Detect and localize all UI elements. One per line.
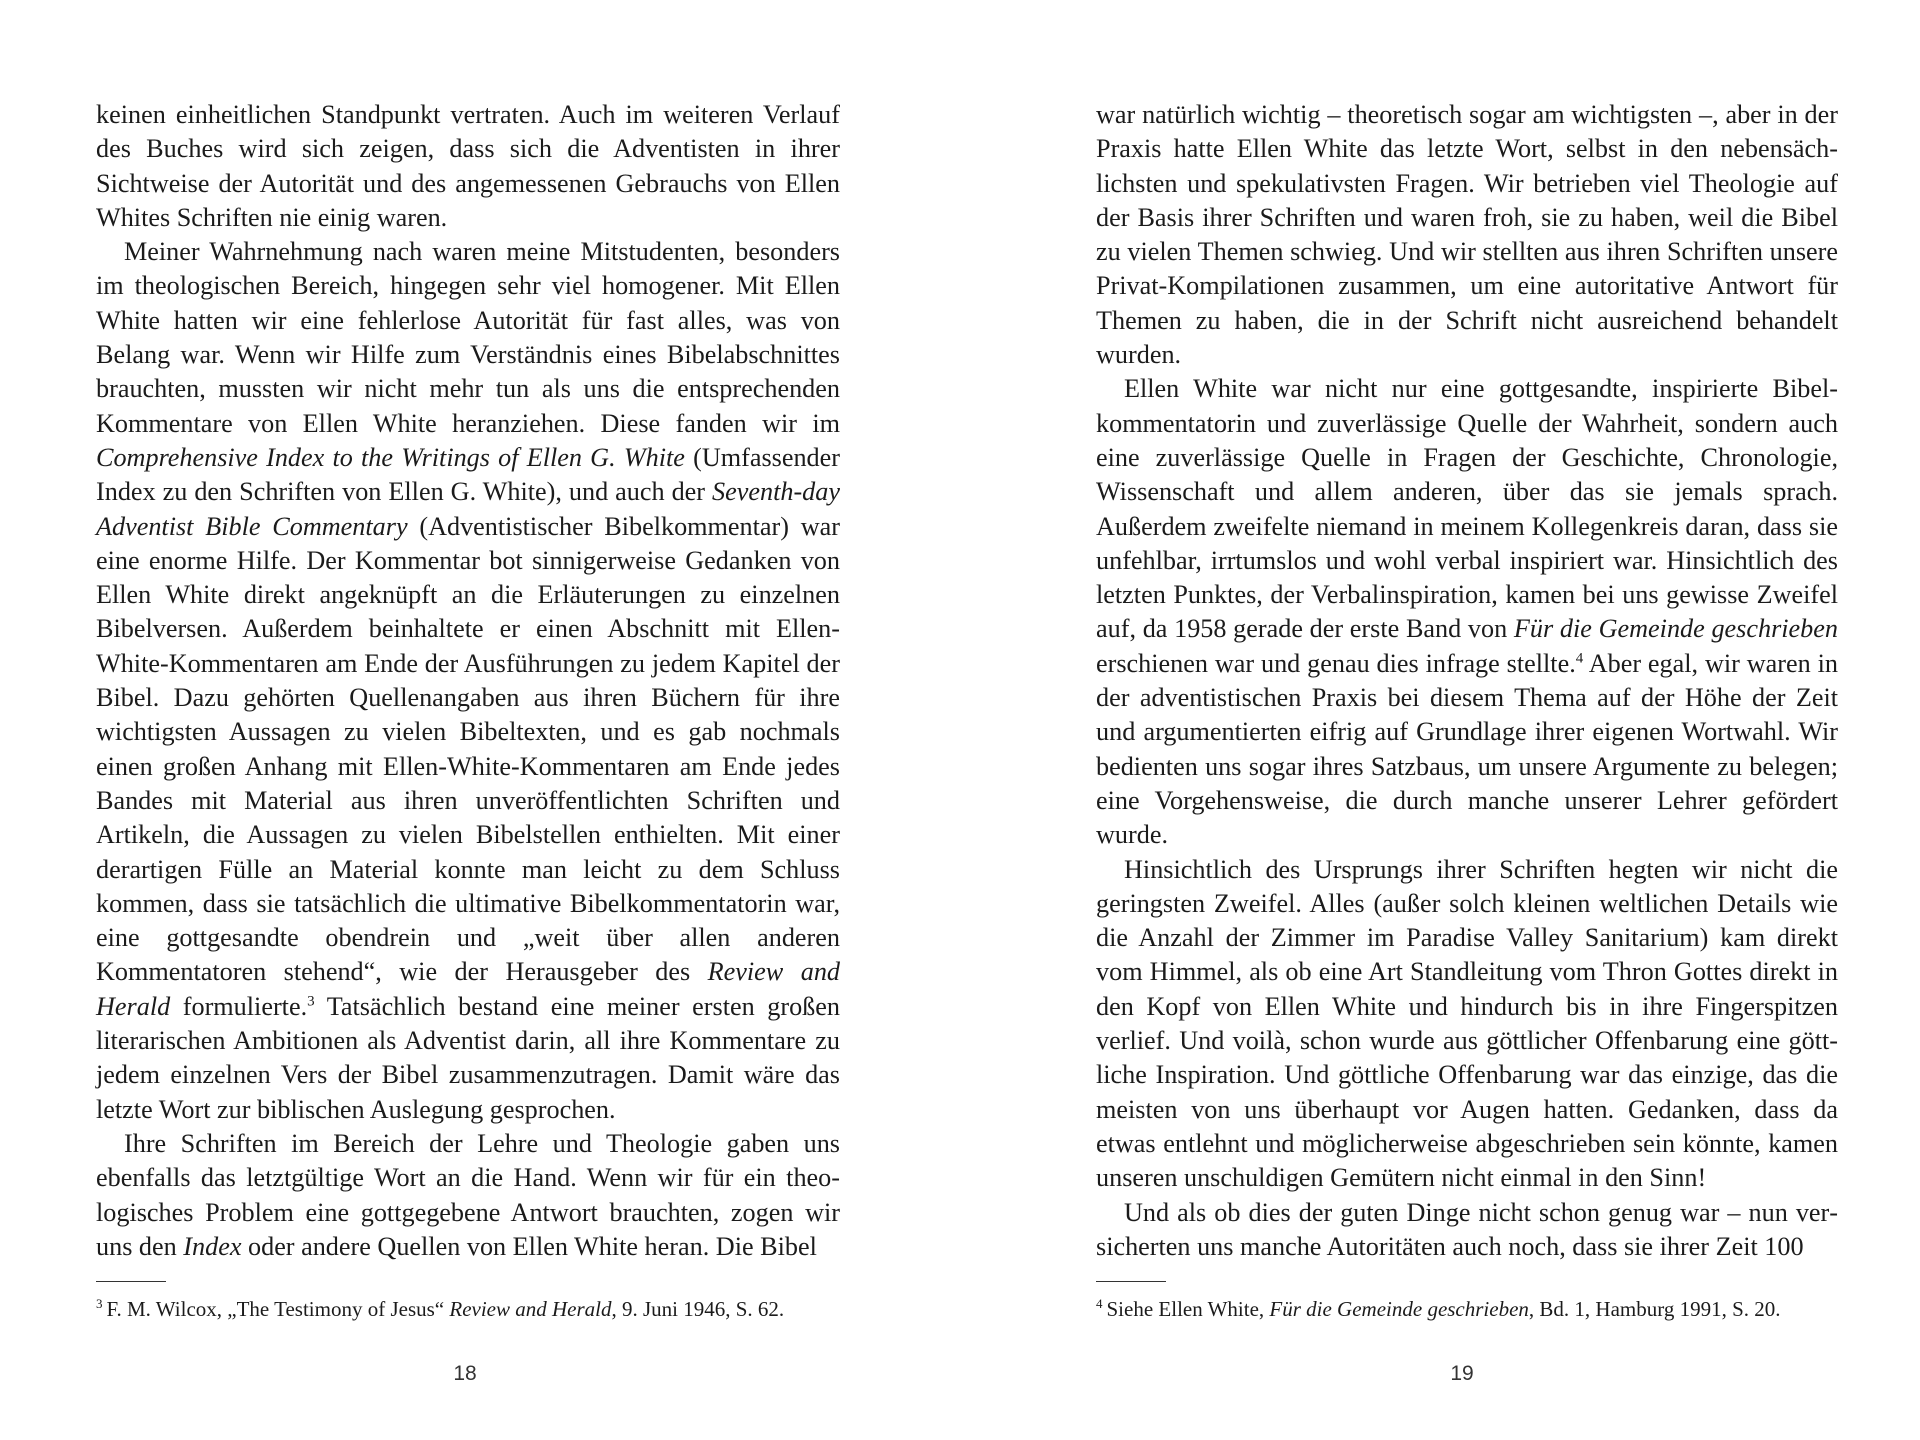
italic-title: Für die Gemeinde geschrieben (1269, 1297, 1529, 1321)
right-page (960, 0, 1920, 1440)
right-page-number: 19 (1450, 1362, 1474, 1385)
right-footnote (1096, 1295, 1781, 1323)
left-footnote-rule (96, 1281, 166, 1282)
italic-title: Review and Herald (96, 957, 841, 1021)
text-run: (Adventistischer Bibelkommentar) war eine enorme Hilfe. Der Kommentar bot sinnigerweise Gedanken von Ellen White direkt angeknüpft an die Erläuterungen zu einzelnen Bibelversen. Außerdem beinhaltete er einen Abschnitt mit Ellen-White-Kommentaren am Ende der Ausführungen zu jedem Kapitel der Bibel. Dazu gehörten Quellenangaben aus ihren Büchern für ihre wichtigsten Aussagen zu vielen Bibeltexten, und es gab nochmals einen großen Anhang mit Ellen-White-Kommentaren am Ende jedes Bandes mit Material aus ihren unveröffentlichten Schriften und Artikeln, die Aussagen zu vielen Bibelstellen enthielten. Mit einer derartigen Fülle an Material konnte man leicht zu dem Schluss kommen, dass sie tatsächlich die ultimative Bibelkommentatorin war, eine gottgesandte obendrein und „weit über allen anderen Kommentatoren stehend“, wie der Herausgeber des (96, 511, 840, 987)
footnote-marker: 4 (1096, 1296, 1103, 1311)
paragraph (1096, 98, 1838, 372)
paragraph (1096, 853, 1838, 1196)
text-run: keinen einheitlichen Standpunkt vertraten. Auch im weiteren Verlauf des Buches wird sich zeigen, dass sich die Adventisten in ihrer Sichtweise der Autorität und des angemessenen Gebrauchs von Ellen Whites Schriften nie einig waren. (96, 100, 840, 232)
text-run: Siehe Ellen White, (1106, 1297, 1270, 1321)
text-run: Tatsächlich bestand eine meiner ersten großen literarischen Ambitionen als Adventist darin, all ihre Kommentare zu jedem einzelnen Vers der Bibel zusammenzutragen. Damit wäre das letzte Wort zur biblischen Auslegung gesprochen. (96, 991, 840, 1124)
italic-title: Für die Gemeinde geschrieben (1513, 614, 1838, 644)
text-run: formulierte. (170, 991, 308, 1021)
text-run: (Umfassender Index zu den Schriften von Ellen G. White), und auch der (96, 442, 840, 507)
text-run: F. M. Wilcox, „The Testimony of Jesus“ (106, 1297, 450, 1321)
text-run: Aber egal, wir waren in der adventistischen Praxis bei diesem Thema auf der Höhe der Zeit und argumentierten eifrig auf Grundlage ihrer eigenen Wortwahl. Wir bedienten uns sogar ihres Satzbaus, um unsere Argumente zu belegen; eine Vorgehensweise, die durch manche unserer Lehrer gefördert wurde. (1096, 648, 1838, 850)
italic-title: Index (183, 1231, 242, 1261)
paragraph (96, 98, 840, 235)
italic-title: Review and Herald (449, 1297, 612, 1321)
paragraph (1096, 1196, 1838, 1265)
footnote-marker: 3 (307, 992, 315, 1009)
footnote-marker: 4 (1575, 650, 1584, 667)
text-run: Hinsichtlich des Ursprungs ihrer Schriften hegten wir nicht die geringsten Zweifel. Alles (außer solch kleinen weltlichen Details wie die Anzahl der Zimmer im Paradise Valley Sanitarium) kam direkt vom Himmel, als ob eine Art Standleitung vom Thron Gottes direkt in den Kopf von Ellen White und hindurch bis in ihre Fingerspitzen verlief. Und voilà, schon wurde aus göttlicher Offenbarung eine göttliche Inspiration. Und göttliche Offenbarung war das einzige, das die meisten von uns überhaupt vor Augen hatten. Gedanken, dass da etwas entlehnt und möglicherweise abgeschrieben sein könnte, kamen unseren unschuldigen Gemütern nicht einmal in den Sinn! (1096, 854, 1838, 1193)
italic-title: Seventh-day Adventist Bible Commentary (96, 477, 840, 541)
paragraph (1096, 372, 1838, 852)
text-run: Ihre Schriften im Bereich der Lehre und Theologie gaben uns ebenfalls das letztgültige Wort an die Hand. Wenn wir für ein theologisches Problem eine gottgegebene Antwort brauchten, zogen wir uns den (96, 1128, 840, 1261)
italic-title: Comprehensive Index to the Writings of Ellen G. White (96, 442, 685, 472)
text-run: , 9. Juni 1946, S. 62. (611, 1297, 785, 1321)
paragraph (96, 1127, 840, 1264)
left-page-number: 18 (453, 1362, 477, 1385)
right-body-text (1096, 98, 1838, 1264)
left-footnote (96, 1295, 784, 1323)
footnote-marker: 3 (96, 1296, 103, 1311)
left-body-text (96, 98, 840, 1264)
text-run: Und als ob dies der guten Dinge nicht schon genug war – nun versicherten uns manche Autoritäten auch noch, dass sie ihrer Zeit 100 (1096, 1197, 1838, 1261)
text-run: oder andere Quellen von Ellen White heran. Die Bibel (241, 1231, 817, 1261)
text-run: Ellen White war nicht nur eine gottgesandte, inspirierte Bibelkommentatorin und zuverlässige Quelle der Wahrheit, sondern auch eine zuverlässige Quelle in Fragen der Geschichte, Chronologie, Wissenschaft und allem anderen, über das sie jemals sprach. Außerdem zweifelte niemand in meinem Kollegenkreis daran, dass sie unfehlbar, irrtumslos und wohl verbal inspiriert war. Hinsichtlich des letzten Punktes, der Verbalinspiration, kamen bei uns gewisse Zweifel auf, da 1958 gerade der erste Band von (1096, 374, 1838, 644)
text-run: war natürlich wichtig – theoretisch sogar am wichtigsten –, aber in der Praxis hatte Ellen White das letzte Wort, selbst in den nebensächlichsten und spekulativsten Fragen. Wir betrieben viel Theologie auf der Basis ihrer Schriften und waren froh, sie zu haben, weil die Bibel zu vielen Themen schwieg. Und wir stellten aus ihren Schriften unsere Privat-Kompilationen zusammen, um eine autoritative Antwort für Themen zu haben, die in der Schrift nicht ausreichend behandelt wurden. (1096, 100, 1838, 370)
paragraph (96, 235, 840, 1127)
text-run: Meiner Wahrnehmung nach waren meine Mitstudenten, besonders im theologischen Bereich, hingegen sehr viel homogener. Mit Ellen White hatten wir eine fehlerlose Autorität für fast alles, was von Belang war. Wenn wir Hilfe zum Verständnis eines Bibelabschnittes brauchten, mussten wir nicht mehr tun als uns die entsprechenden Kommentare von Ellen White heranziehen. Diese fanden wir im (96, 237, 840, 438)
right-footnote-rule (1096, 1281, 1166, 1282)
text-run: , Bd. 1, Hamburg 1991, S. 20. (1528, 1297, 1781, 1321)
text-run: erschienen war und genau dies infrage stellte. (1096, 648, 1576, 678)
